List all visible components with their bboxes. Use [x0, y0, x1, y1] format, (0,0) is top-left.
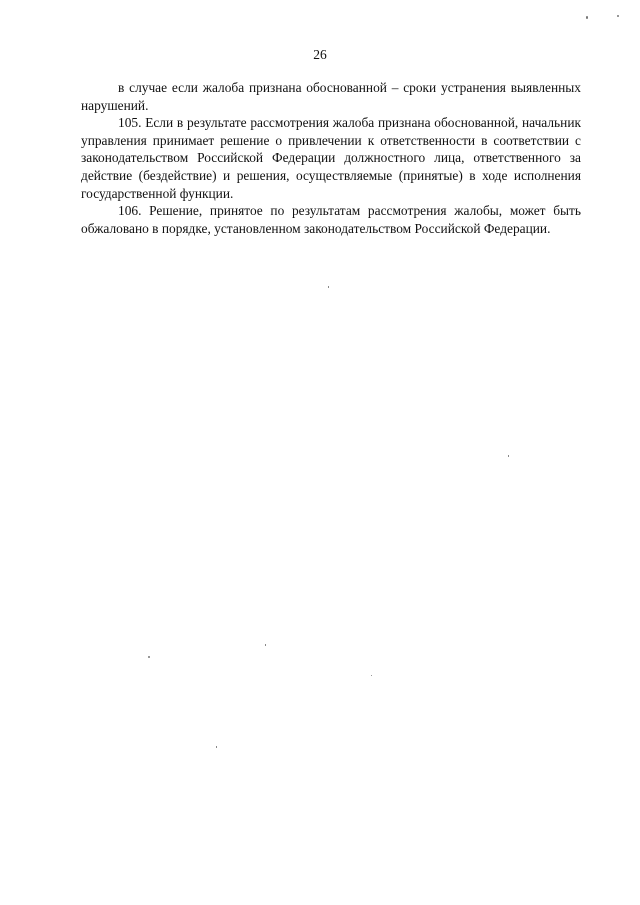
paragraph-106: 106. Решение, принятое по результатам рассмотрения жалобы, может быть обжаловано в порядке, установленном законодательством Российской Федерации.	[81, 203, 581, 236]
scan-speck	[586, 16, 588, 19]
page-number: 26	[313, 47, 327, 62]
scan-speck	[617, 15, 619, 17]
paragraph-continuation: в случае если жалоба признана обоснованной – сроки устранения выявленных нарушений.	[81, 80, 581, 113]
scan-speck	[265, 644, 266, 646]
scan-speck	[328, 286, 329, 288]
paragraph-105: 105. Если в результате рассмотрения жалоба признана обоснованной, начальник управления принимает решение о привлечении к ответственности в соответствии с законодательством Российской Федерации должностного лица, ответственного за действие (бездействие) и решения, осуществляемые (принятые) в ходе исполнения государственной функции.	[81, 115, 581, 201]
scan-speck	[508, 455, 509, 457]
scan-speck	[148, 656, 150, 658]
scan-speck	[216, 746, 217, 748]
scan-speck	[371, 675, 372, 676]
body-text	[81, 79, 581, 237]
